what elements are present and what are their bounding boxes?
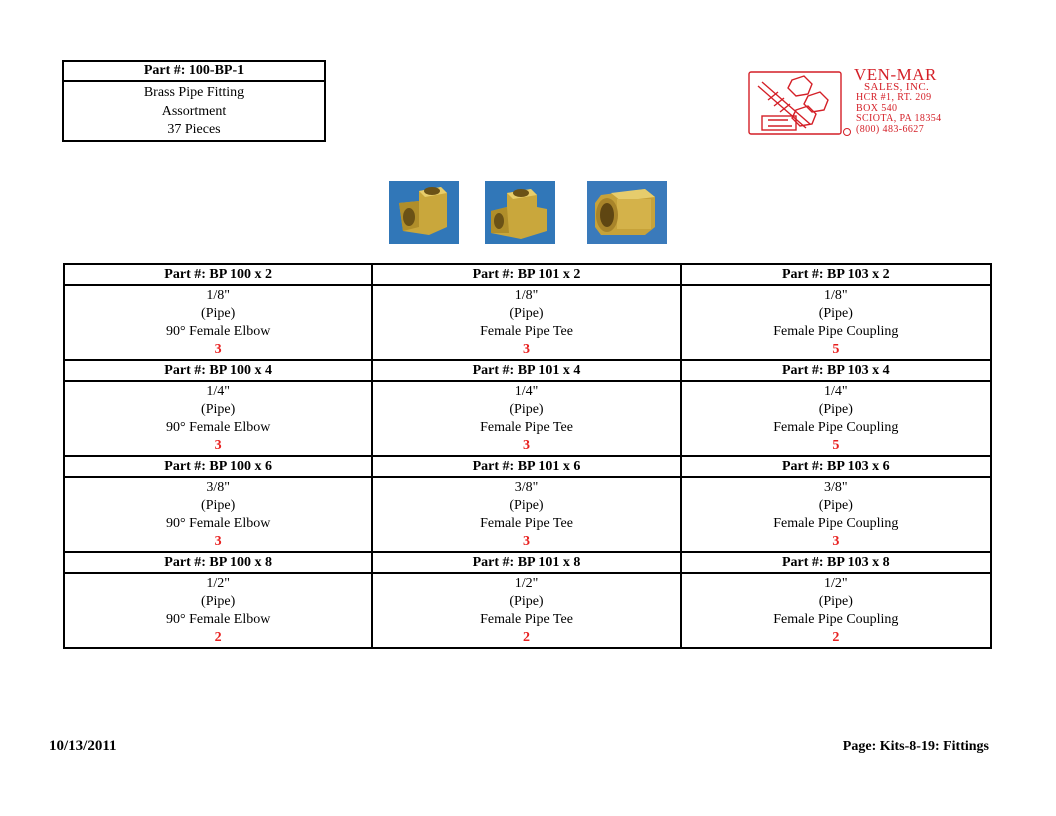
kit-part-number: Part #: 100-BP-1 <box>64 62 324 82</box>
address-line: SCIOTA, PA 18354 <box>856 113 942 125</box>
part-number: Part #: BP 101 x 8 <box>373 553 679 574</box>
fitting-description: 90° Female Elbow <box>165 612 271 627</box>
company-subtitle: SALES, INC. <box>864 81 930 93</box>
fittings-table <box>63 263 992 649</box>
address-line: BOX 540 <box>856 102 898 114</box>
part-number: Part #: BP 103 x 8 <box>682 553 990 574</box>
fitting-description: Female Pipe Coupling <box>773 516 899 531</box>
fitting-size: 3/8" <box>514 480 539 495</box>
fitting-quantity: 5 <box>832 342 840 357</box>
kit-description-line: Assortment <box>161 103 227 119</box>
fitting-type: (Pipe) <box>201 594 236 609</box>
fitting-quantity: 2 <box>522 630 530 645</box>
kit-description-line: 37 Pieces <box>167 122 221 137</box>
coupling-fitting-photo <box>587 181 667 244</box>
fitting-description: Female Pipe Coupling <box>773 420 899 435</box>
fitting-type: (Pipe) <box>509 402 544 417</box>
tee-fitting-photo <box>485 181 555 244</box>
fitting-cell <box>682 361 990 457</box>
fitting-quantity: 5 <box>832 438 840 453</box>
fitting-type: (Pipe) <box>818 594 853 609</box>
fitting-cell <box>373 361 681 457</box>
fitting-type: (Pipe) <box>818 402 853 417</box>
fitting-size: 1/2" <box>206 576 230 591</box>
fitting-cell <box>682 457 990 553</box>
fitting-cell <box>682 265 990 361</box>
fitting-type: (Pipe) <box>818 306 853 321</box>
fitting-quantity: 3 <box>214 534 222 549</box>
part-number: Part #: BP 100 x 8 <box>65 553 371 574</box>
kit-description-line: Brass Pipe Fitting <box>143 85 245 100</box>
fitting-type: (Pipe) <box>201 402 236 417</box>
fitting-cell <box>373 553 681 648</box>
fitting-type: (Pipe) <box>818 498 853 513</box>
fitting-size: 1/4" <box>824 384 848 399</box>
part-number: Part #: BP 103 x 6 <box>682 457 990 478</box>
fitting-size: 1/8" <box>206 288 230 303</box>
kit-description <box>64 82 324 140</box>
fitting-quantity: 3 <box>832 534 840 549</box>
footer-date: 10/13/2011 <box>49 738 117 754</box>
kit-info-box <box>62 60 326 142</box>
fitting-size: 3/8" <box>824 480 848 495</box>
fitting-quantity: 2 <box>832 630 840 645</box>
part-number: Part #: BP 103 x 4 <box>682 361 990 382</box>
footer-page-label: Page: Kits-8-19: Fittings <box>842 739 989 754</box>
fitting-description: 90° Female Elbow <box>165 420 271 435</box>
fitting-description: 90° Female Elbow <box>165 516 271 531</box>
fitting-description: 90° Female Elbow <box>165 324 271 339</box>
fitting-description: Female Pipe Coupling <box>773 324 899 339</box>
part-number: Part #: BP 101 x 4 <box>373 361 679 382</box>
fitting-size: 1/8" <box>514 288 539 303</box>
fitting-cell <box>65 265 373 361</box>
fitting-size: 3/8" <box>206 480 230 495</box>
part-number: Part #: BP 101 x 2 <box>373 265 679 286</box>
fitting-description: Female Pipe Coupling <box>773 612 899 627</box>
part-number: Part #: BP 100 x 6 <box>65 457 371 478</box>
company-logo <box>748 66 978 142</box>
fitting-type: (Pipe) <box>509 594 544 609</box>
fitting-quantity: 3 <box>522 342 530 357</box>
fitting-cell <box>373 265 681 361</box>
fitting-size: 1/4" <box>206 384 230 399</box>
fitting-size: 1/4" <box>514 384 539 399</box>
fitting-cell <box>682 553 990 648</box>
brand-name: VEN-MAR <box>854 65 937 84</box>
part-number: Part #: BP 100 x 4 <box>65 361 371 382</box>
phone-number: (800) 483-6627 <box>856 124 925 136</box>
fitting-cell <box>373 457 681 553</box>
fitting-type: (Pipe) <box>201 498 236 513</box>
fitting-type: (Pipe) <box>509 306 544 321</box>
fitting-description: Female Pipe Tee <box>480 420 573 435</box>
fitting-description: Female Pipe Tee <box>480 612 573 627</box>
fitting-cell <box>65 361 373 457</box>
bolt-nut-logo-icon <box>748 70 852 136</box>
fitting-size: 1/8" <box>824 288 848 303</box>
part-number: Part #: BP 103 x 2 <box>682 265 990 286</box>
fitting-size: 1/2" <box>514 576 539 591</box>
fitting-description: Female Pipe Tee <box>480 516 573 531</box>
fitting-quantity: 2 <box>214 630 222 645</box>
part-number: Part #: BP 101 x 6 <box>373 457 679 478</box>
company-address <box>856 82 942 136</box>
fitting-cell <box>65 457 373 553</box>
fitting-quantity: 3 <box>522 534 530 549</box>
fitting-quantity: 3 <box>214 438 222 453</box>
elbow-fitting-photo <box>389 181 459 244</box>
part-number: Part #: BP 100 x 2 <box>65 265 371 286</box>
fitting-description: Female Pipe Tee <box>480 324 573 339</box>
fitting-quantity: 3 <box>214 342 222 357</box>
fitting-quantity: 3 <box>522 438 530 453</box>
fitting-type: (Pipe) <box>509 498 544 513</box>
address-line: HCR #1, RT. 209 <box>856 91 932 103</box>
fitting-size: 1/2" <box>824 576 848 591</box>
fitting-cell <box>65 553 373 648</box>
fitting-type: (Pipe) <box>201 306 236 321</box>
